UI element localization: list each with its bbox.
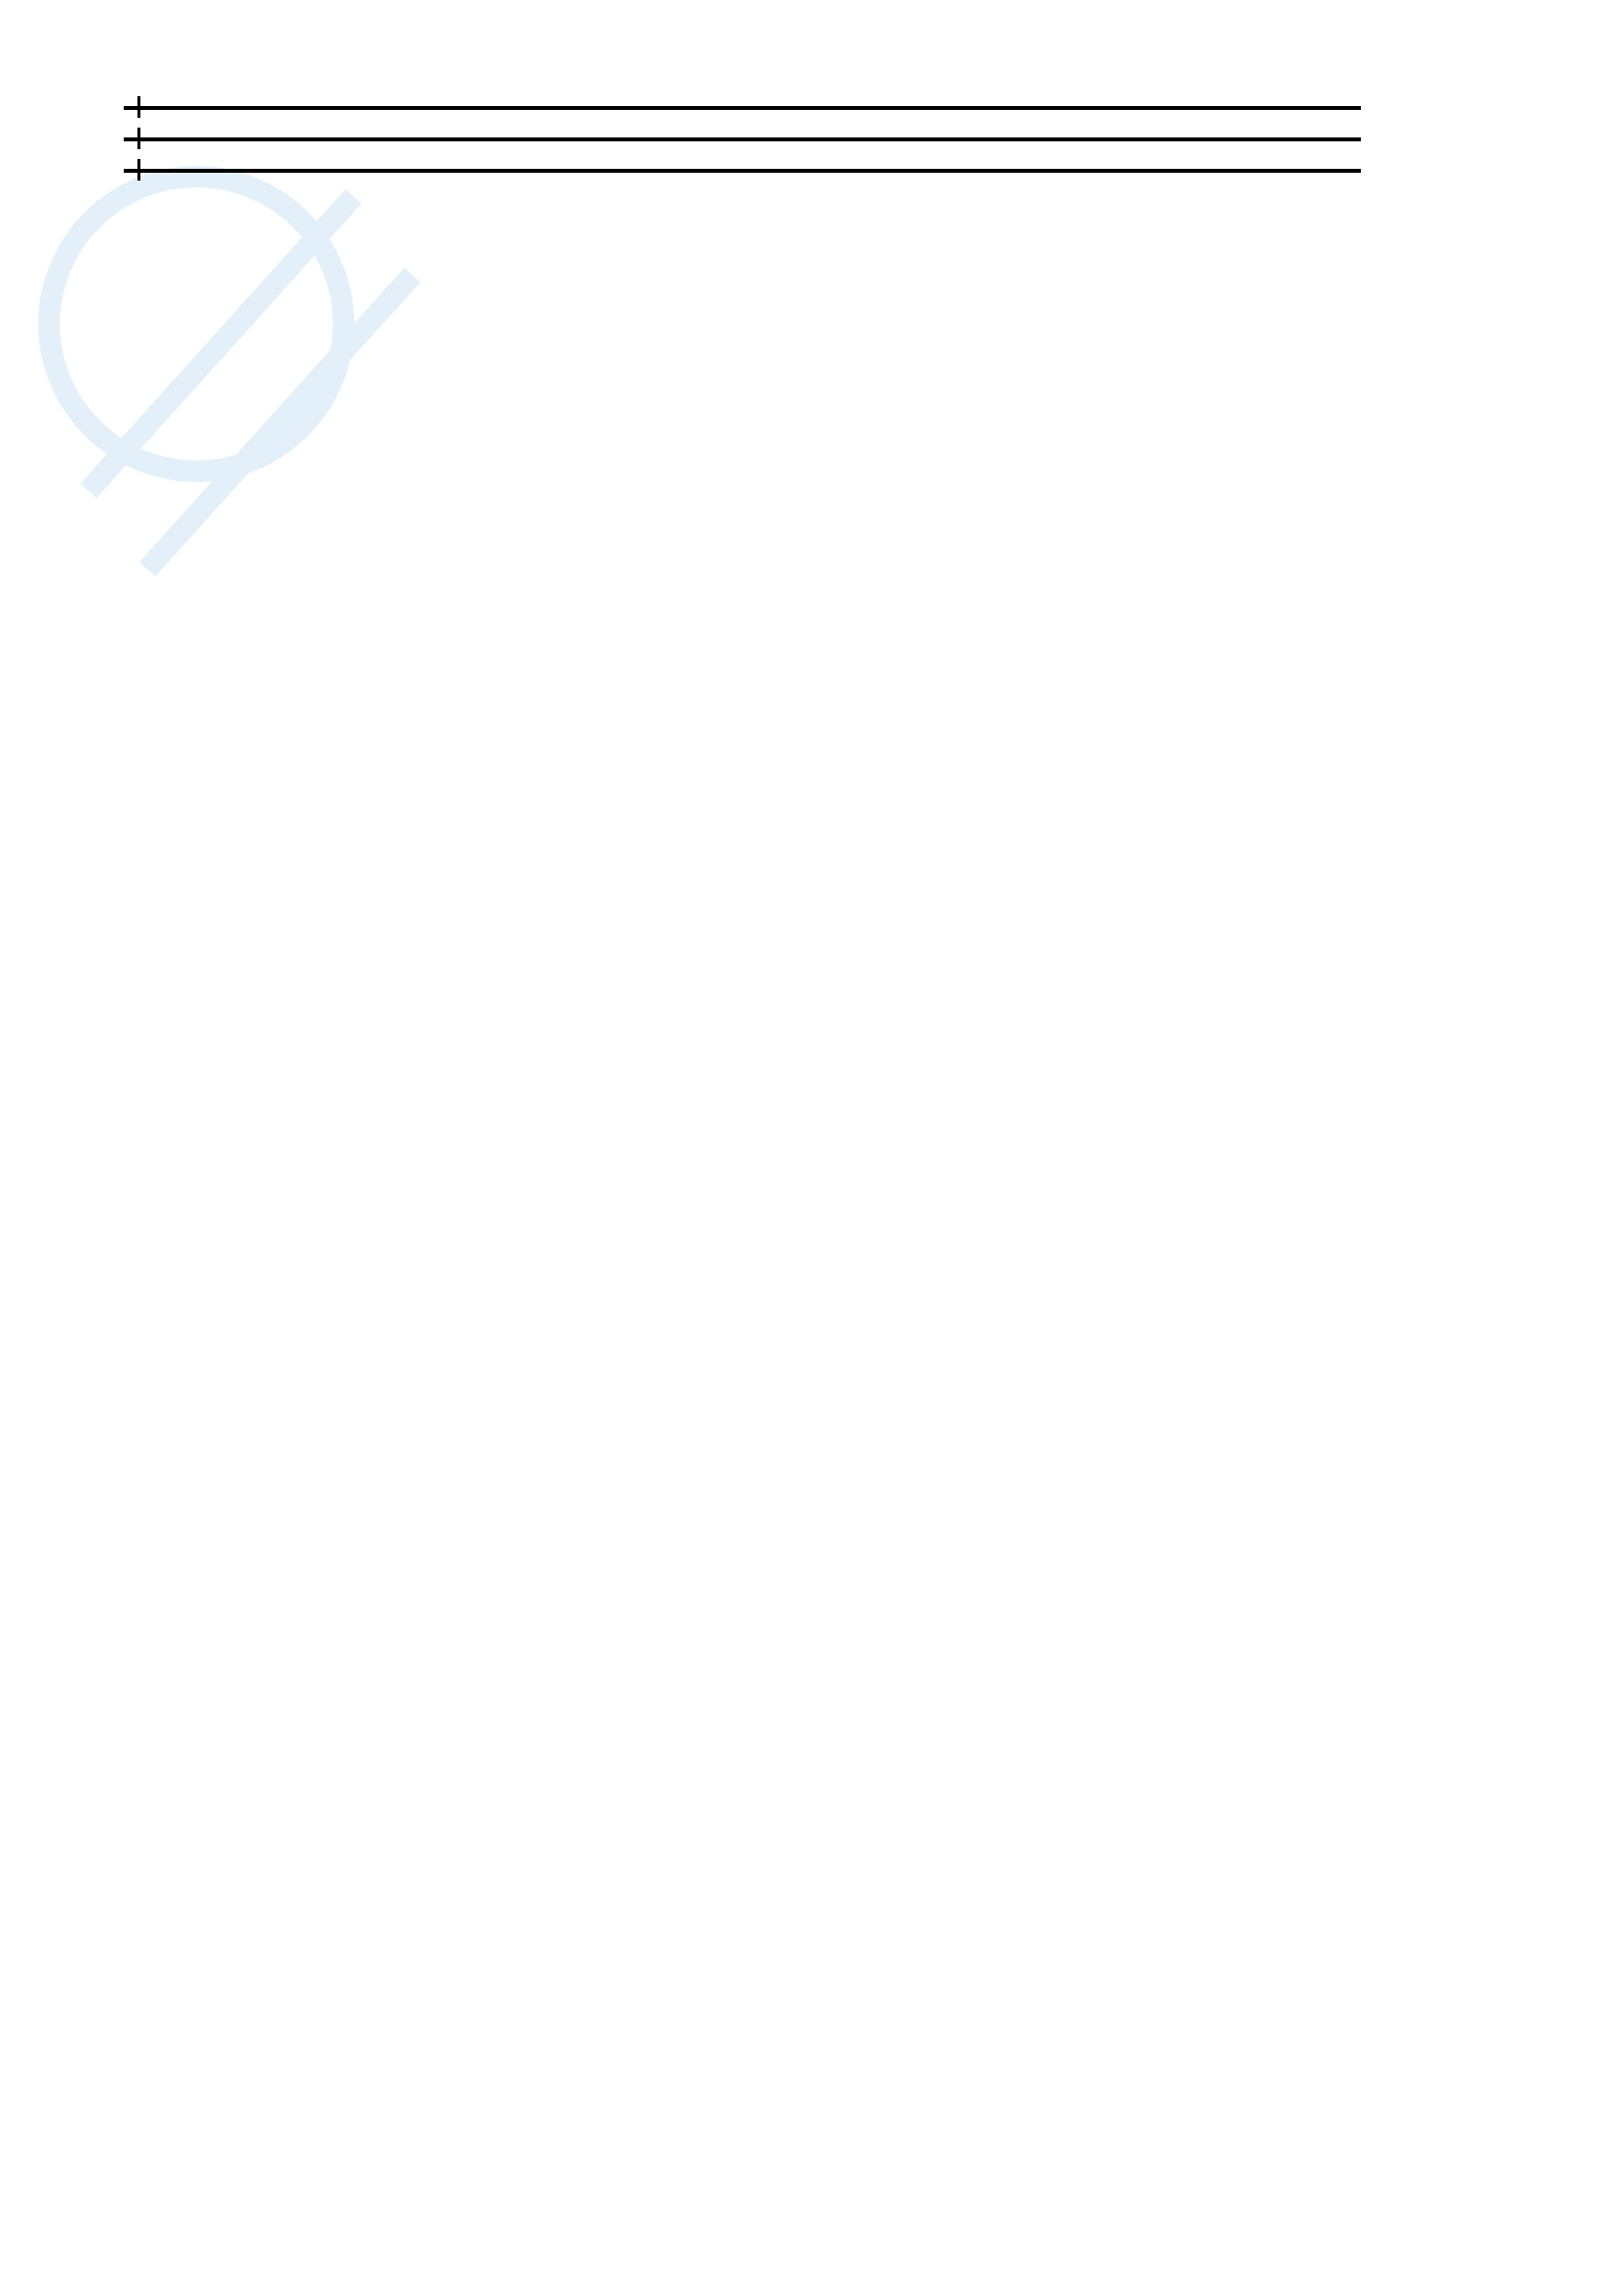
section-divider (124, 106, 1361, 110)
section-divider (124, 137, 1361, 141)
document-page (124, 98, 1508, 173)
section-divider (124, 169, 1361, 173)
